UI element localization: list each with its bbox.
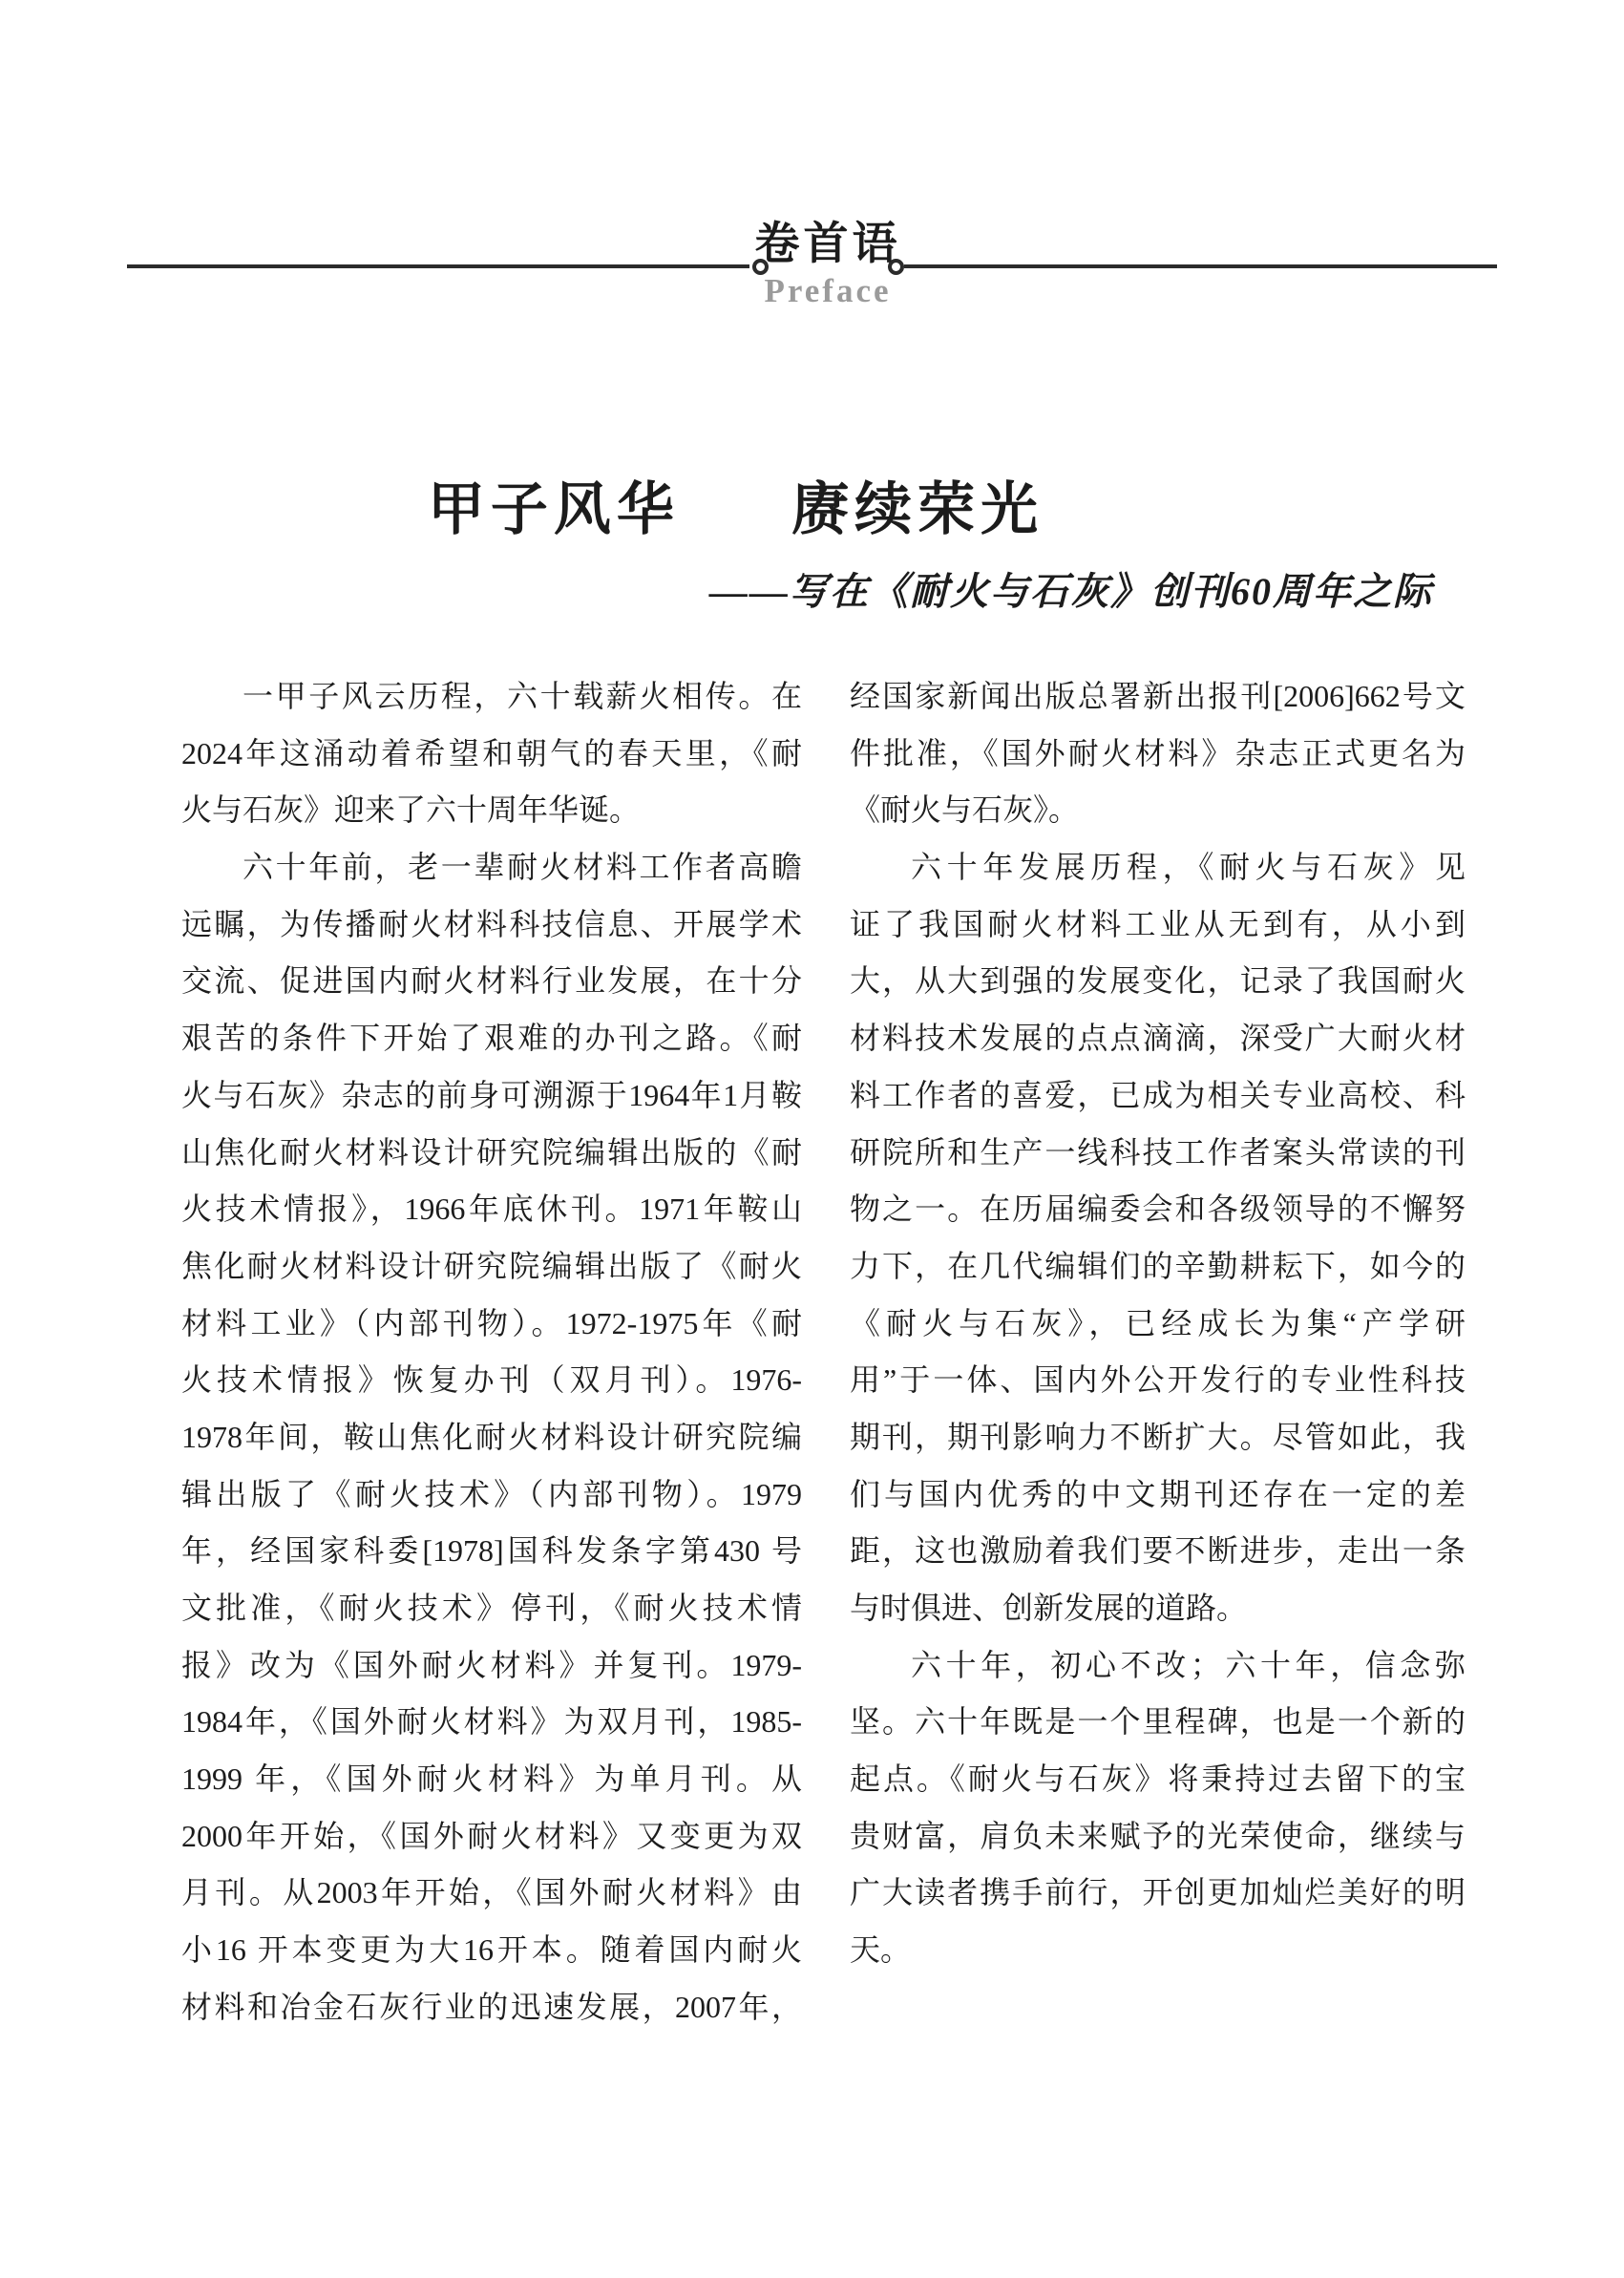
header-rule-right [904,264,1497,268]
text-line: 贵财富，肩负未来赋予的光荣使命，继续与 [850,1818,1466,1853]
text-line: 1999 年，《国外耐火材料》为单月刊。从 [181,1761,802,1797]
text-line: 2024年这涌动着希望和朝气的春天里，《耐 [181,735,802,770]
text-line: 起点。《耐火与石灰》将秉持过去留下的宝 [850,1761,1466,1797]
text-line: 火技术情报》，1966年底休刊。1971年鞍山 [181,1192,802,1227]
text-line: 火与石灰》迎来了六十周年华诞。 [181,792,641,828]
text-line: 力下，在几代编辑们的辛勤耕耘下，如今的 [850,1248,1466,1283]
text-line: 大，从大到强的发展变化，记录了我国耐火 [850,963,1466,999]
text-line: 件批准，《国外耐火材料》杂志正式更名为 [850,735,1466,770]
text-line: 《耐火与石灰》，已经成长为集“产学研 [850,1305,1466,1340]
text-line: 物之一。在历届编委会和各级领导的不懈努 [850,1192,1466,1227]
text-line: 焦化耐火材料设计研究院编辑出版了《耐火 [181,1248,802,1283]
text-line: 《耐火与石灰》。 [850,792,1080,828]
text-line: 材料工业》（内部刊物）。1972-1975年《耐 [181,1305,802,1340]
article-title [0,464,1471,546]
text-line: 山焦化耐火材料设计研究院编辑出版的《耐 [181,1134,802,1170]
text-line: 研院所和生产一线科技工作者案头常读的刊 [850,1134,1466,1170]
text-line: 用”于一体、国内外公开发行的专业性科技 [850,1362,1466,1398]
text-line: 1978年间，鞍山焦化耐火材料设计研究院编 [181,1419,802,1454]
text-line: 天。 [850,1932,912,1968]
text-line: 1984年，《国外耐火材料》为双月刊，1985- [181,1704,802,1740]
text-line: 与时俱进、创新发展的道路。 [850,1591,1248,1625]
section-title-en: Preface [764,272,892,309]
text-line: 月刊。从2003年开始，《国外耐火材料》由 [181,1875,802,1910]
text-line: 一甲子风云历程，六十载薪火相传。在 [243,679,802,713]
text-line: 六十年，初心不改；六十年，信念弥 [911,1647,1466,1682]
text-line: 2000年开始，《国外耐火材料》又变更为双 [181,1818,802,1853]
article-title-part1: 甲子风华 [427,477,680,542]
text-line: 报》改为《国外耐火材料》并复刊。1979- [181,1647,802,1682]
header-rule-left [127,264,749,268]
text-line: 年，经国家科委[1978]国科发条字第430 号 [181,1533,802,1569]
text-line: 火与石灰》杂志的前身可溯源于1964年1月鞍 [181,1077,802,1112]
text-line: 六十年前，老一辈耐火材料工作者高瞻 [243,850,802,885]
text-line: 经国家新闻出版总署新出报刊[2006]662号文 [850,679,1466,713]
text-line: 文批准，《耐火技术》停刊，《耐火技术情 [181,1591,802,1625]
text-line: 们与国内优秀的中文期刊还存在一定的差 [850,1476,1466,1511]
text-line: 六十年发展历程，《耐火与石灰》见 [911,850,1466,885]
text-line: 火技术情报》恢复办刊（双月刊）。1976- [181,1362,802,1398]
text-line: 艰苦的条件下开始了艰难的办刊之路。《耐 [181,1021,802,1056]
text-line: 材料技术发展的点点滴滴，深受广大耐火材 [850,1021,1466,1056]
text-line: 交流、促进国内耐火材料行业发展，在十分 [181,963,802,999]
right-column [850,668,1466,2036]
article-body [181,668,1466,2036]
text-line: 辑出版了《耐火技术》（内部刊物）。1979 [181,1476,802,1511]
section-title-cn: 卷首语 [754,220,901,269]
article-title-part2: 赓续荣光 [791,477,1044,542]
text-line: 广大读者携手前行，开创更加灿烂美好的明 [850,1875,1466,1910]
left-column [181,668,802,2036]
article-subtitle: ——写在《耐火与石灰》创刊60周年之际 [709,570,1433,613]
text-line: 材料和冶金石灰行业的迅速发展，2007年， [181,1989,802,2024]
text-line: 证了我国耐火材料工业从无到有，从小到 [850,906,1466,941]
text-line: 远瞩，为传播耐火材料科技信息、开展学术 [181,906,802,941]
text-line: 期刊，期刊影响力不断扩大。尽管如此，我 [850,1419,1466,1454]
text-line: 坚。六十年既是一个里程碑，也是一个新的 [850,1704,1466,1740]
text-line: 小16 开本变更为大16开本。随着国内耐火 [181,1932,802,1968]
text-line: 距，这也激励着我们要不断进步，走出一条 [850,1533,1466,1569]
text-line: 料工作者的喜爱，已成为相关专业高校、科 [850,1077,1466,1112]
